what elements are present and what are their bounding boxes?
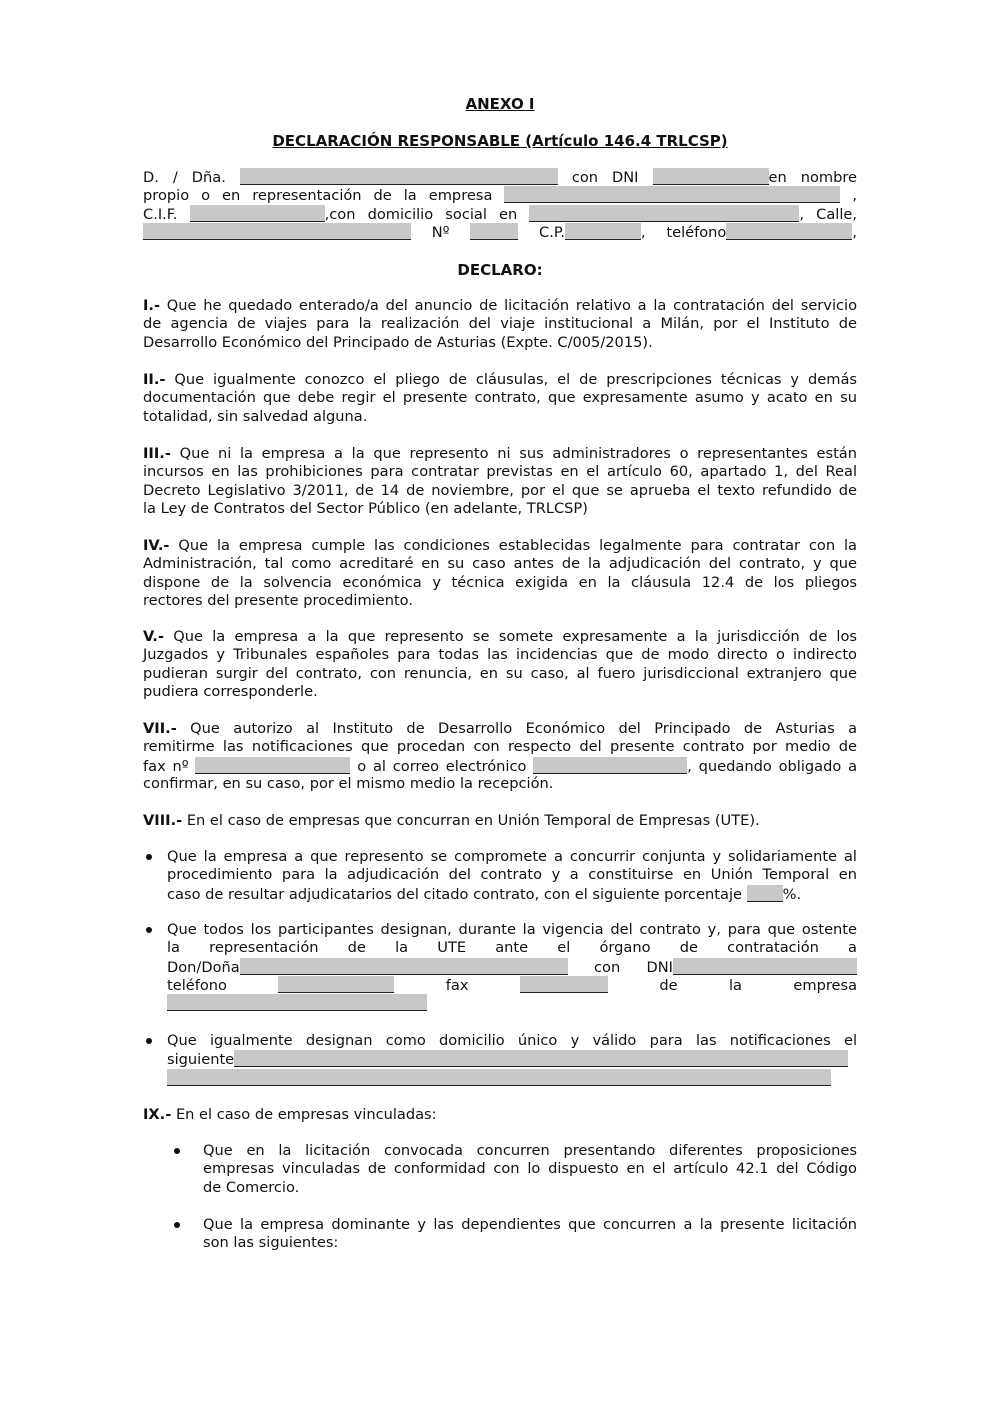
linked-companies-list: Que la empresa dominante y las dependientes que concurren a la presente licitación son las siguientes: bbox=[203, 1216, 857, 1252]
cif-field[interactable] bbox=[190, 205, 325, 222]
section-viii: VIII.- En el caso de empresas que concurran en Unión Temporal de Empresas (UTE). bbox=[143, 812, 760, 829]
dni-field[interactable] bbox=[653, 168, 769, 185]
representative-fax-field[interactable] bbox=[520, 976, 608, 993]
bullet-icon bbox=[146, 854, 152, 860]
representative-phone-field[interactable] bbox=[278, 976, 394, 993]
representative-company-field[interactable] bbox=[167, 994, 427, 1011]
section-ii: II.- Que igualmente conozco el pliego de cláusulas, el de prescripciones técnicas y demás documentación que debe regir el presente contrato, que expresamente asumo y acato en su totalidad, sin salvedad alguna. bbox=[143, 371, 857, 425]
fax-field[interactable] bbox=[195, 757, 350, 774]
percentage-field[interactable] bbox=[747, 885, 783, 902]
identification-line-3: C.I.F. ,con domicilio social en , Calle, bbox=[143, 205, 858, 223]
identification-block bbox=[143, 168, 857, 241]
bullet-icon bbox=[174, 1222, 180, 1228]
section-vii: VII.- Que autorizo al Instituto de Desarrollo Económico del Principado de Asturias a remitirme las notificaciones que procedan con respecto del presente contrato por medio de fax nº o al correo electrónico , quedando obligado a confirmar, en su caso, por el mismo medio la recepción. bbox=[143, 720, 858, 792]
ute-commitment: Que la empresa a que represento se compromete a concurrir conjunta y solidariamente al procedimiento para la adjudicación del contrato y a constituirse en Unión Temporal en caso de resultar adjudicatarios del citado contrato, con el siguiente porcentaje %. bbox=[167, 848, 857, 903]
representative-dni-field[interactable] bbox=[673, 958, 857, 975]
ute-domicile: Que igualmente designan como domicilio único y válido para las notificaciones el siguiente bbox=[167, 1032, 857, 1087]
company-field[interactable] bbox=[504, 186, 840, 203]
identification-line-2: propio o en representación de la empresa , bbox=[143, 187, 858, 205]
ute-representative: Que todos los participantes designan, durante la vigencia del contrato y, para que ostente la representación de la UTE ante el órgano de contratación a Don/Doña con DNI teléfono fax de la empresa bbox=[167, 921, 857, 1012]
identification-line-4: Nº C.P. , teléfono , bbox=[143, 223, 857, 241]
bullet-icon bbox=[146, 1038, 152, 1044]
domicile-field[interactable] bbox=[529, 205, 799, 222]
section-iii: III.- Que ni la empresa a la que represento ni sus administradores o representantes están incursos en las prohibiciones para contratar previstas en el artículo 60, apartado 1, del Real Decreto Legislativo 3/2011, de 14 de noviembre, por el que se aprueba el texto refundido de la Ley de Contratos del Sector Público (en adelante, TRLCSP) bbox=[143, 445, 857, 517]
linked-companies-statement: Que en la licitación convocada concurren presentando diferentes proposiciones empresas vinculadas de conformidad con lo dispuesto en el artículo 42.1 del Código de Comercio. bbox=[203, 1142, 857, 1196]
section-iv: IV.- Que la empresa cumple las condiciones establecidas legalmente para contratar con la Administración, tal como acreditaré en su caso antes de la adjudicación del contrato, y que dispone de la solvencia económica y técnica exigida en la cláusula 12.4 de los pliegos rectores del presente procedimiento. bbox=[143, 537, 857, 609]
name-field[interactable] bbox=[240, 168, 558, 185]
annex-title: ANEXO I bbox=[465, 95, 535, 113]
street-field[interactable] bbox=[143, 223, 411, 240]
bullet-icon bbox=[146, 927, 152, 933]
notification-domicile-field-2[interactable] bbox=[167, 1069, 831, 1086]
phone-field[interactable] bbox=[726, 223, 852, 240]
section-ix: IX.- En el caso de empresas vinculadas: bbox=[143, 1106, 437, 1123]
number-field[interactable] bbox=[470, 223, 518, 240]
identification-line-1: D. / Dña. con DNI en nombre bbox=[143, 169, 858, 186]
declaration-title: DECLARACIÓN RESPONSABLE (Artículo 146.4 TRLCSP) bbox=[272, 132, 728, 150]
representative-name-field[interactable] bbox=[240, 958, 568, 975]
section-i: I.- Que he quedado enterado/a del anuncio de licitación relativo a la contratación del servicio de agencia de viajes para la realización del viaje institucional a Milán, por el Instituto de Desarrollo Económico del Principado de Asturias (Expte. C/005/2015). bbox=[143, 297, 858, 351]
notification-domicile-field[interactable] bbox=[234, 1050, 848, 1067]
section-v: V.- Que la empresa a la que represento se somete expresamente a la jurisdicción de los Juzgados y Tribunales españoles para todas las incidencias que de modo directo o indirecto pudieran surgir del contrato, con renuncia, en su caso, al fuero jurisdiccional extranjero que pudiera corresponderle. bbox=[143, 628, 858, 700]
email-field[interactable] bbox=[533, 757, 687, 774]
declaro-heading: DECLARO: bbox=[457, 261, 543, 279]
postal-code-field[interactable] bbox=[565, 223, 641, 240]
bullet-icon bbox=[174, 1148, 180, 1154]
